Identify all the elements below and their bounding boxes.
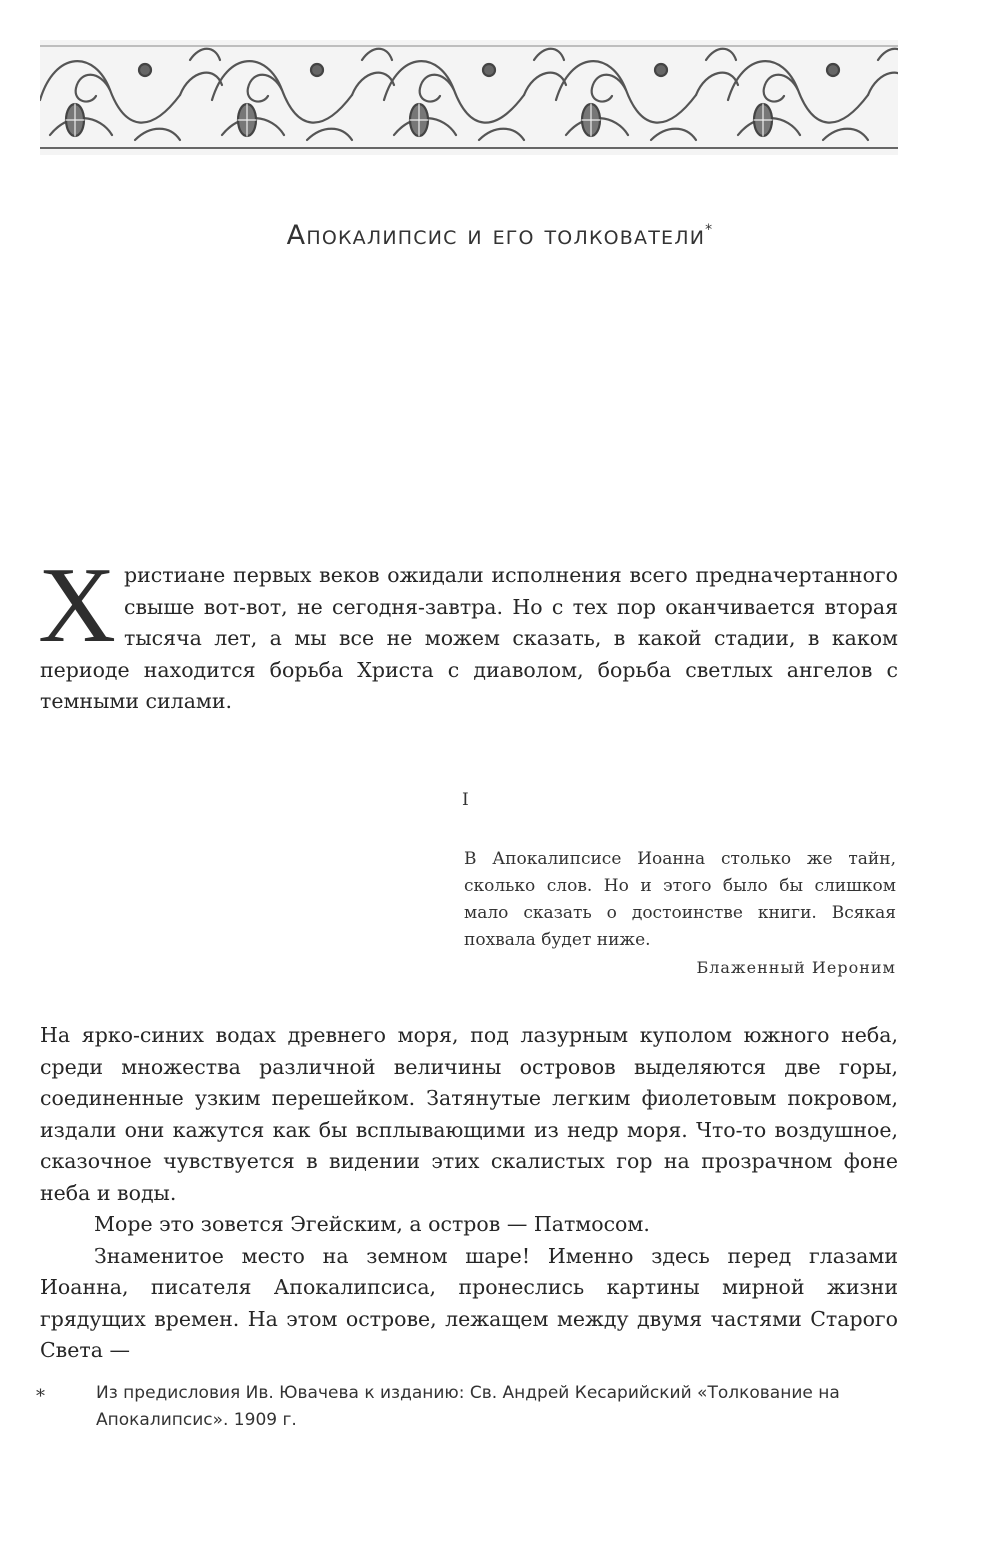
drop-cap-letter: Х (38, 546, 116, 665)
footnote (96, 1380, 898, 1434)
footnote-reference-mark: * (705, 222, 714, 238)
chapter-title-text: Апокалипсис и его толкователи (286, 220, 706, 251)
paragraph: На ярко-синих водах древнего моря, под лазурным куполом южного неба, среди множества различной величины островов выделяются две горы, соединенные узким перешейком. Затянутые легким фиолетовым покровом, издали они кажутся как бы всплывающими из недр моря. Что-то воздушное, сказочное чувствуется в видении этих скалистых гор на прозрачном фоне неба и воды. (40, 1023, 898, 1205)
main-text (40, 1020, 898, 1367)
paragraph: Море это зовется Эгейским, а остров — Патмосом. (94, 1212, 650, 1236)
lead-paragraph (38, 546, 898, 718)
footnote-mark: * (36, 1386, 45, 1407)
epigraph-quote: В Апокалипсисе Иоанна столько же тайн, сколько слов. Но и этого было бы слишком мало сказать о достоинстве книги. Всякая похвала будет ниже. (464, 849, 896, 950)
section-number: I (462, 790, 469, 810)
lead-paragraph-text: ристиане первых веков ожидали исполнения всего предначертанного свыше вот-вот, не сегодня-завтра. Но с тех пор оканчивается вторая тысяча лет, а мы все не можем сказать, в какой стадии, в каком периоде находится борьба Христа с диаволом, борьба светлых ангелов с темными силами. (40, 563, 898, 713)
decorative-ornament-banner (40, 40, 898, 155)
paragraph: Знаменитое место на земном шаре! Именно здесь перед глазами Иоанна, писателя Апокалипсиса, пронеслись картины мирной жизни грядущих времен. На этом острове, лежащем между двумя частями Старого Света — (40, 1243, 898, 1362)
epigraph-author: Блаженный Иероним (696, 958, 896, 977)
chapter-title (0, 220, 1000, 251)
footnote-line: Апокалипсис». 1909 г. (96, 1410, 297, 1430)
footnote-line: Из предисловия Ив. Ювачева к изданию: Св. Андрей Кесарийский «Толкование на (96, 1383, 840, 1403)
